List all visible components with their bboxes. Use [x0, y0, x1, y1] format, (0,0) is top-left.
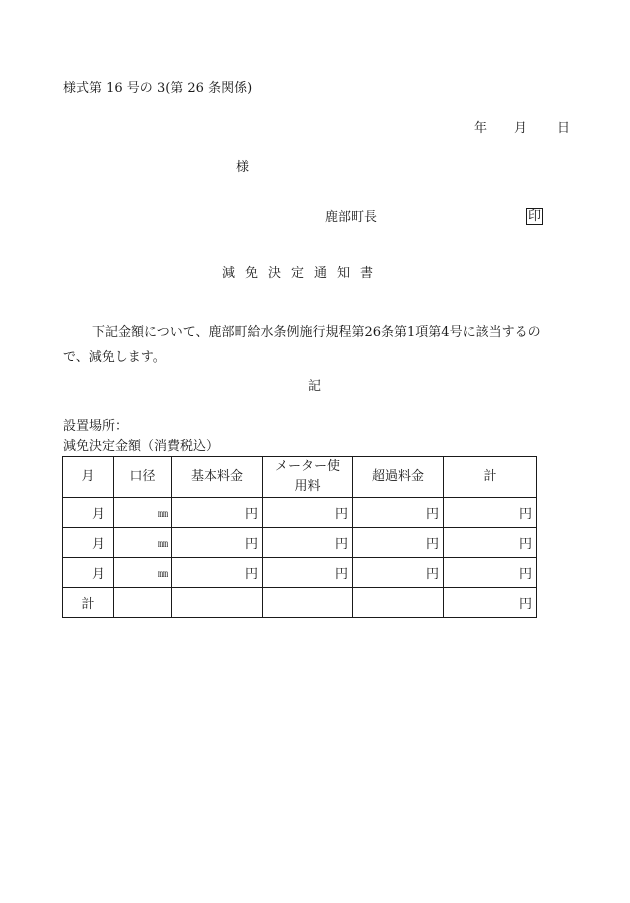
issuer-name: 鹿部町長 [325, 210, 378, 225]
row-excess-fee: 円 [353, 558, 444, 588]
row-excess-fee: 円 [353, 528, 444, 558]
amount-caption: 減免決定金額（消費税込） [63, 439, 220, 454]
row-meter-fee: 円 [263, 528, 353, 558]
row-total: 円 [444, 558, 537, 588]
fee-table [62, 456, 537, 618]
header-month: 月 [63, 457, 114, 498]
header-basic-fee: 基本料金 [172, 457, 263, 498]
row-basic-fee: 円 [172, 558, 263, 588]
table-row [63, 498, 537, 528]
row-size-unit: ㎜ [114, 558, 172, 588]
row-basic-fee: 円 [172, 528, 263, 558]
install-place-label: 設置場所： [63, 419, 129, 434]
table-total-row [63, 588, 537, 618]
table-row [63, 528, 537, 558]
row-month: 月 [63, 558, 114, 588]
header-size: 口径 [114, 457, 172, 498]
date-line [474, 122, 570, 135]
row-month: 月 [63, 528, 114, 558]
total-row-label: 計 [63, 588, 114, 618]
total-row-excess [353, 588, 444, 618]
date-day-label: 日 [557, 121, 571, 136]
form-number: 様式第 16 号の 3(第 26 条関係) [63, 81, 253, 96]
row-total: 円 [444, 498, 537, 528]
total-row-basic [172, 588, 263, 618]
row-basic-fee: 円 [172, 498, 263, 528]
addressee-suffix: 様 [236, 160, 250, 175]
row-total: 円 [444, 528, 537, 558]
row-excess-fee: 円 [353, 498, 444, 528]
total-row-meter [263, 588, 353, 618]
table-row [63, 558, 537, 588]
row-meter-fee: 円 [263, 498, 353, 528]
header-excess-fee: 超過料金 [353, 457, 444, 498]
total-row-total: 円 [444, 588, 537, 618]
row-size-unit: ㎜ [114, 498, 172, 528]
row-month: 月 [63, 498, 114, 528]
header-meter-fee: メーター使用料 [263, 457, 353, 498]
date-month-label: 月 [514, 121, 528, 136]
table-header-row [63, 457, 537, 498]
header-total: 計 [444, 457, 537, 498]
body-text: 下記金額について、鹿部町給水条例施行規程第26条第1項第4号に該当するので、減免します。 [63, 325, 541, 365]
row-size-unit: ㎜ [114, 528, 172, 558]
document-title: 減免決定通知書 [222, 266, 384, 281]
total-row-size [114, 588, 172, 618]
row-meter-fee: 円 [263, 558, 353, 588]
seal-mark: 印 [528, 209, 542, 224]
ki-heading: 記 [308, 379, 322, 394]
date-year-label: 年 [474, 121, 488, 136]
